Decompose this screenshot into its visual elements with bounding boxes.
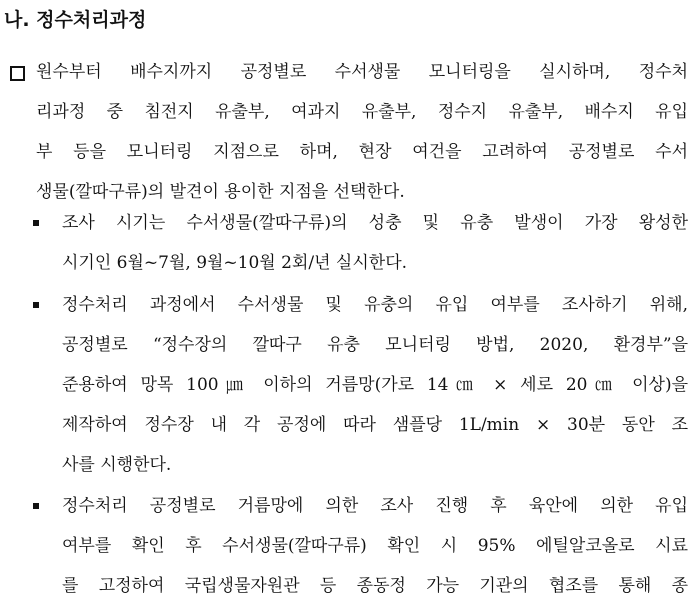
paragraph-line: 원수부터 배수지까지 공정별로 수서생물 모니터링을 실시하며, 정수처 xyxy=(36,62,688,82)
paragraph-line: 제작하여 정수장 내 각 공정에 따라 샘플당 1L/min × 30분 동안 조 xyxy=(62,415,688,435)
bullet-paragraph-sampling-method xyxy=(62,285,688,485)
paragraph-line: 생물(깔따구류)의 발견이 용이한 지점을 선택한다. xyxy=(36,182,405,202)
bullet-paragraph-survey-period xyxy=(62,203,688,283)
square-bullet-icon xyxy=(33,503,39,509)
paragraph-line: 시기인 6월~7월, 9월~10월 2회/년 실시한다. xyxy=(62,253,408,273)
paragraph-line: 리과정 중 침전지 유출부, 여과지 유출부, 정수지 유출부, 배수지 유입 xyxy=(36,102,688,122)
checkbox-icon xyxy=(10,66,25,81)
paragraph-line: 정수처리 과정에서 수서생물 및 유충의 유입 여부를 조사하기 위해, xyxy=(62,295,688,315)
paragraph-line: 를 고정하여 국립생물자원관 등 종동정 가능 기관의 협조를 통해 종 xyxy=(62,576,688,596)
bullet-paragraph-identification xyxy=(62,486,688,606)
section-title: 나. 정수처리과정 xyxy=(4,9,147,31)
main-paragraph xyxy=(36,52,688,212)
paragraph-line: 준용하여 망목 100㎛ 이하의 거름망(가로 14㎝ × 세로 20㎝ 이상)을 xyxy=(62,375,688,395)
paragraph-line: 공정별로 “정수장의 깔따구 유충 모니터링 방법, 2020, 환경부”을 xyxy=(62,335,688,355)
square-bullet-icon xyxy=(33,220,39,226)
paragraph-line: 조사 시기는 수서생물(깔따구류)의 성충 및 유충 발생이 가장 왕성한 xyxy=(62,213,688,233)
paragraph-line: 정수처리 공정별로 거름망에 의한 조사 진행 후 육안에 의한 유입 xyxy=(62,496,688,516)
paragraph-line: 사를 시행한다. xyxy=(62,455,172,475)
square-bullet-icon xyxy=(33,302,39,308)
paragraph-line: 여부를 확인 후 수서생물(깔따구류) 확인 시 95% 에틸알코올로 시료 xyxy=(62,536,688,556)
paragraph-line: 부 등을 모니터링 지점으로 하며, 현장 여건을 고려하여 공정별로 수서 xyxy=(36,142,688,162)
